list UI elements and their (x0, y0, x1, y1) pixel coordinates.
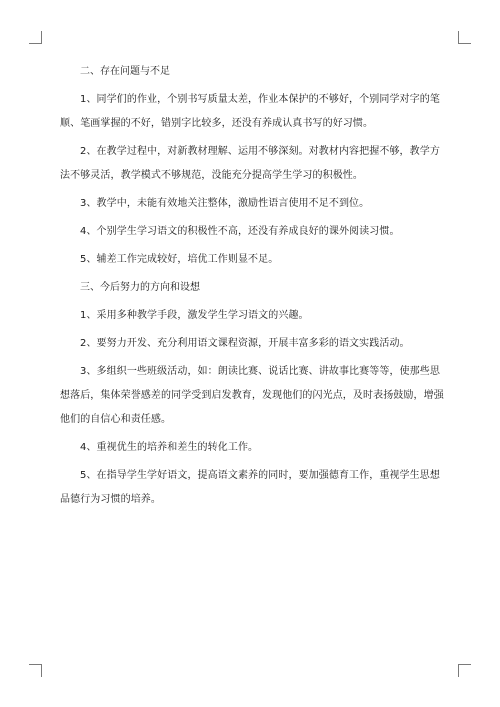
problem-item-3: 3、教学中，未能有效地关注整体，激励性语言使用不足不到位。 (80, 198, 370, 209)
problem-item-1: 1、同学们的作业，个别书写质量太差，作业本保护的不够好，个别同学对字的笔顺、笔画掌握的不好，错别字比较多，还没有养成认真书写的好习惯。 (60, 94, 440, 129)
page-corner-mark-bottom-right (458, 664, 471, 677)
plan-item-2: 2、要努力开发、充分利用语文课程资源，开展丰富多彩的语文实践活动。 (80, 338, 410, 349)
section-heading-problems: 二、存在问题与不足 (80, 66, 170, 77)
problem-item-2: 2、在教学过程中，对新教材理解、运用不够深刻。对教材内容把握不够，教学方法不够灵活，教学模式不够规范，没能充分提高学生学习的积极性。 (60, 146, 440, 181)
section-heading-future-plans: 三、今后努力的方向和设想 (80, 282, 200, 293)
page-corner-mark-bottom-left (29, 664, 42, 677)
plan-item-3: 3、多组织一些班级活动，如：朗读比赛、说话比赛、讲故事比赛等等，使那些思想落后，集体荣誉感差的同学受到启发教育，发现他们的闪光点，及时表扬鼓励，增强他们的自信心和责任感。 (60, 366, 444, 425)
plan-item-5: 5、在指导学生学好语文，提高语文素养的同时，要加强德育工作，重视学生思想品德行为习惯的培养。 (60, 470, 440, 505)
document-body (60, 60, 448, 516)
page-corner-mark-top-left (29, 31, 42, 44)
plan-item-4: 4、重视优生的培养和差生的转化工作。 (80, 442, 259, 453)
plan-item-1: 1、采用多种教学手段，激发学生学习语文的兴趣。 (80, 310, 309, 321)
problem-item-5: 5、辅差工作完成较好，培优工作则显不足。 (80, 254, 279, 265)
problem-item-4: 4、个别学生学习语文的积极性不高，还没有养成良好的课外阅读习惯。 (80, 226, 400, 237)
page-corner-mark-top-right (458, 31, 471, 44)
